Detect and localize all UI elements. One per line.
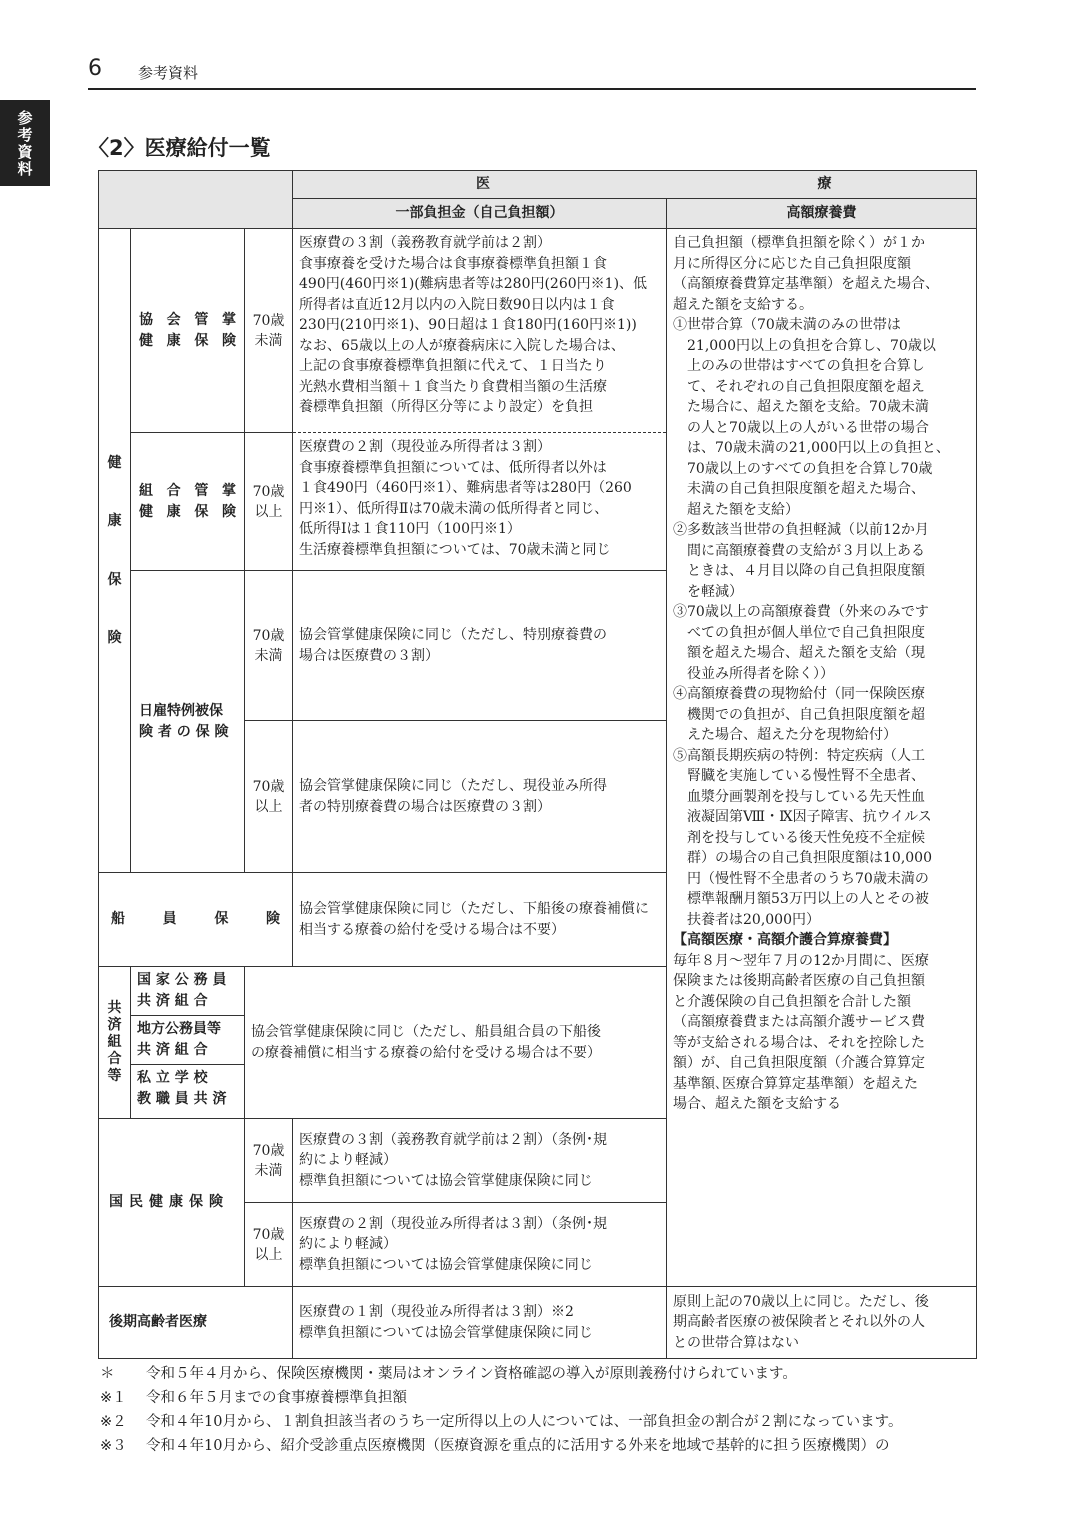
text-line: 剤を投与している後天性免疫不全症候 [673,829,926,846]
kokuho-under70-age-text [245,1141,292,1181]
hiyatoi-over70-age-text [245,777,292,817]
text-line: との世帯合算はない [673,1334,800,1351]
kokuho-name: 国民健康保険 [99,1119,245,1287]
text-line: 血漿分画製剤を投与している先天性血 [673,788,926,805]
kyokai-age-text [245,311,292,351]
text-line: 額を超えた場合、超えた額を支給（現 [673,645,926,661]
senin-name: 船員保険 [99,873,293,967]
text-line: 協会管掌健康保険に同じ（ただし、特別療養費の [299,627,608,643]
kumiai-age [245,433,293,571]
text-line: 光熱水費相当額＋１食当たり食費相当額の生活療 [299,378,608,395]
text-line: えた場合、超えた分を現物給付） [673,727,898,743]
age-part: 70歳 [252,627,285,644]
text-line: 円（慢性腎不全患者のうち70歳未満の [673,870,929,887]
vertical-char: 康 [107,513,122,529]
text-line: 協会管掌健康保険に同じ（ただし、船員組合員の下船後 [251,1024,601,1040]
text-line: 役並み所得者を除く）） [673,665,835,682]
text-line: 基準額､医療合算算定基準額）を超えた [673,1075,919,1092]
footnote-mark: ※３ [100,1438,127,1454]
kyosai-chiho-1: 地方公務員等 [137,1021,221,1037]
kenkou-hoken-label [99,229,131,873]
header-iryo [293,171,977,199]
text-line: ④高額療養費の現物給付（同一保険医療 [673,686,926,702]
text-line: 医療費の２割（現役並み所得者は３割） [299,439,552,455]
vertical-char: 等 [107,1068,122,1084]
kyokai-name [131,229,245,433]
text-line: ⑤高額長期疾病の特例：特定疾病（人工 [673,747,926,764]
kouki-copay [293,1287,667,1359]
text-line: 扶養者は20,000円） [673,911,821,928]
kyosai-label [99,967,131,1119]
text-line: （高額療養費算定基準額）を超えた場合、 [673,276,940,292]
footnote-text: 令和４年10月から、紹介受診重点医療機関（医療資源を重点的に活用する外来を地域で基幹的に担う医療機関）の [146,1438,890,1454]
kumiai-name-1: 組 合 管 掌 [139,483,236,499]
hiyatoi-under70-age [245,571,293,721]
side-tab-char: 考 [17,126,33,144]
kyosai-shiritsu [131,1065,244,1113]
text-line: ③70歳以上の高額療養費（外来のみです [673,604,929,620]
hiyatoi-name [131,571,245,873]
footnote-mark: ※２ [100,1414,127,1430]
text-line: １食490円（460円※1）、難病患者等は280円（260 [299,480,632,496]
benefit-table [98,170,977,1359]
text-line: 協会管掌健康保険に同じ（ただし、現役並み所得 [299,778,608,794]
kyokai-name-1: 協 会 管 掌 [139,312,236,328]
kyokai-copay [293,229,667,433]
text-line: の療養補償に相当する療養の給付を受ける場合は不要） [251,1044,601,1061]
text-line: 期高齢者医療の被保険者とそれ以外の人 [673,1314,926,1331]
text-line: 等が支給される場合は、それを控除した [673,1034,926,1051]
footnote [100,1434,990,1458]
text-line: なお、65歳以上の人が療養病床に入院した場合は、 [299,337,625,354]
text-line: 生活療養標準負担額については、70歳未満と同じ [299,541,611,558]
kokuho-over70-age-text [245,1225,292,1265]
age-part: 70歳 [252,312,285,329]
side-tab[interactable] [0,100,50,186]
vertical-char: 健 [107,454,122,471]
kyosai-shiritsu-1: 私 立 学 校 [137,1070,208,1086]
footnote [100,1386,990,1410]
section-title: 〈2〉医療給付一覧 [88,136,271,160]
hiyatoi-over70-copay [293,721,667,873]
text-line: 腎臓を実施している慢性腎不全患者、 [673,768,926,784]
text-line: 490円(460円※1)(難病患者等は280円(260円※1)、低 [299,276,648,292]
vertical-char: 済 [107,1017,122,1033]
gassan-lines [673,951,970,1115]
text-line: 者の特別療養費の場合は医療費の３割） [299,798,552,815]
side-tab-char: 資 [17,143,33,161]
kyosai-kokka-1: 国 家 公 務 員 [137,972,227,988]
text-line: 毎年８月～翌年７月の12か月間に、医療 [673,952,929,969]
text-line: 標準報酬月額53万円以上の人とその被 [673,891,929,907]
age-part: 70歳 [252,778,285,795]
text-line: 超えた額を支給） [673,501,800,518]
kumiai-age-text [245,482,292,522]
vertical-char: 合 [107,1051,122,1067]
age-part: 未満 [254,647,283,664]
text-line: 超えた額を支給する。 [673,296,814,313]
text-line: 月に所得区分に応じた自己負担限度額 [673,255,912,272]
kokuho-under70-age [245,1119,293,1203]
text-line: 上記の食事療養標準負担額に代えて、１日当たり [299,358,607,374]
text-line: （高額療養費または高額介護サービス費 [673,1014,926,1030]
kouki-name: 後期高齢者医療 [99,1287,293,1359]
age-part: 70歳 [252,483,285,500]
text-line: た場合に、超えた額を支給。70歳未満 [673,399,929,415]
kyosai-kokka-2: 共 済 組 合 [137,993,208,1009]
kyosai-copay [245,967,667,1119]
vertical-char: 保 [107,571,122,588]
kokuho-over70-age [245,1203,293,1287]
text-line: 協会管掌健康保険に同じ（ただし、下船後の療養補償に [299,901,650,917]
text-line: べての負担が個人単位で自己負担限度 [673,624,926,641]
age-part: 以上 [254,798,283,815]
kyokai-age [245,229,293,433]
text-line: 医療費の２割（現役並み所得者は３割）（条例･規 [299,1215,608,1232]
text-line: 食事療養標準負担額については、低所得者以外は [299,459,607,476]
kyokai-name-2: 健 康 保 険 [139,332,236,349]
text-line: ②多数該当世帯の負担軽減（以前12か月 [673,522,929,538]
hiyatoi-under70-age-text [245,626,292,666]
footnote-text: 令和４年10月から、１割負担該当者のうち一定所得以上の人については、一部負担金の割合が２割になっています。 [146,1414,903,1430]
page-number: 6 [88,56,102,81]
text-line: 群）の場合の自己負担限度額は10,000 [673,850,933,866]
vertical-char: 共 [107,1000,122,1016]
age-part: 70歳 [252,1142,285,1159]
age-part: 未満 [254,1162,283,1179]
hiyatoi-name-2: 険 者 の 保 険 [139,723,229,740]
kyosai-names [131,967,245,1119]
text-line: と介護保険の自己負担額を合計した額 [673,993,912,1010]
text-line: 食事療養を受けた場合は食事療養標準負担額１食 [299,255,608,272]
side-tab-char: 料 [17,160,33,178]
text-line: 標準負担額については協会管掌健康保険に同じ [299,1256,593,1273]
kyosai-kokka [131,967,244,1016]
text-line: 医療費の３割（義務教育就学前は２割） [299,235,552,251]
text-line: 上のみの世帯はすべての負担を合算し [673,358,925,374]
text-line: 相当する療養の給付を受ける場合は不要） [299,921,566,938]
header-iryo-left: 医 [476,176,491,193]
text-line: 養標準負担額（所得区分等により設定）を負担 [299,399,594,415]
text-line: 低所得Ⅰは１食110円（100円※1） [299,521,521,537]
hiyatoi-name-1: 日雇特例被保 [139,703,223,719]
kyosai-chiho [131,1016,244,1065]
text-line: 未満の自己負担限度額を超えた場合、 [673,481,926,497]
age-part: 以上 [254,1246,283,1263]
text-line: 70歳以上のすべての負担を合算し70歳 [673,460,933,477]
page-category: 参考資料 [138,64,199,82]
footnote-mark: ＊ [100,1366,115,1382]
kogaku-main-lines [673,233,970,930]
header-kogaku: 高額療養費 [667,199,977,229]
vertical-char: 組 [107,1034,122,1050]
text-line: ときは、４月目以降の自己負担限度額 [673,563,926,579]
kumiai-copay [293,433,667,571]
age-part: 70歳 [252,1226,285,1243]
text-line: 標準負担額については協会管掌健康保険に同じ [299,1324,593,1341]
header-blank [99,171,293,229]
text-line: 標準負担額については協会管掌健康保険に同じ [299,1172,593,1189]
text-line: 約により軽減） [299,1152,398,1169]
text-line: を軽減） [673,583,744,600]
text-line: は、70歳未満の21,000円以上の負担と、 [673,440,950,456]
kokuho-under70-copay [293,1119,667,1203]
text-line: て、それぞれの自己負担限度額を超え [673,378,925,395]
text-line: 原則上記の70歳以上に同じ。ただし、後 [673,1293,929,1310]
text-line: 間に高額療養費の支給が３月以上ある [673,542,926,559]
text-line: 場合、超えた額を支給する [673,1096,842,1112]
text-line: 液凝固第Ⅷ・Ⅸ因子障害、抗ウイルス [673,809,932,825]
kumiai-name [131,433,245,571]
text-line: 医療費の１割（現役並み所得者は３割）※2 [299,1304,574,1320]
text-line: 額）が、自己負担限度額（介護合算算定 [673,1055,926,1071]
hiyatoi-under70-copay [293,571,667,721]
footnote-text: 令和６年５月までの食事療養標準負担額 [146,1390,407,1406]
text-line: 所得者は直近12月以内の入院日数90日以内は１食 [299,296,615,313]
hiyatoi-over70-age [245,721,293,873]
text-line: 場合は医療費の３割） [299,647,440,664]
kumiai-name-2: 健 康 保 険 [139,503,236,520]
kouki-kogaku [667,1287,977,1359]
vertical-char: 険 [107,630,122,646]
text-line: 約により軽減） [299,1236,398,1253]
senin-copay [293,873,667,967]
kogaku-main [667,229,977,1287]
text-line: 機関での負担が、自己負担限度額を超 [673,706,926,723]
footnotes [100,1362,990,1458]
footnote-mark: ※１ [100,1390,127,1406]
text-line: 自己負担額（標準負担額を除く）が１か [673,235,926,251]
text-line: 円※1）、低所得Ⅱは70歳未満の低所得者と同じ、 [299,500,609,517]
header-copay: 一部負担金（自己負担額） [293,199,667,229]
text-line: 230円(210円※1)、90日超は１食180円(160円※1)) [299,317,637,333]
header-iryo-right: 療 [817,176,832,193]
age-part: 未満 [254,332,283,349]
header-rule [88,88,976,90]
kyosai-chiho-2: 共 済 組 合 [137,1042,208,1058]
text-line: 21,000円以上の負担を合算し、70歳以 [673,337,936,354]
text-line: の人と70歳以上の人がいる世帯の場合 [673,419,929,436]
kokuho-over70-copay [293,1203,667,1287]
gassan-title: 【高額医療・高額介護合算療養費】 [673,932,898,948]
text-line: 医療費の３割（義務教育就学前は２割）（条例･規 [299,1131,608,1148]
text-line: 保険または後期高齢者医療の自己負担額 [673,973,926,989]
side-tab-char: 参 [17,109,33,127]
text-line: ①世帯合算（70歳未満のみの世帯は [673,317,901,333]
kyosai-shiritsu-2: 教 職 員 共 済 [137,1091,227,1107]
footnote-text: 令和５年４月から、保険医療機関・薬局はオンライン資格確認の導入が原則義務付けられています。 [146,1366,797,1382]
footnote [100,1362,990,1386]
age-part: 以上 [254,503,283,520]
footnote [100,1410,990,1434]
